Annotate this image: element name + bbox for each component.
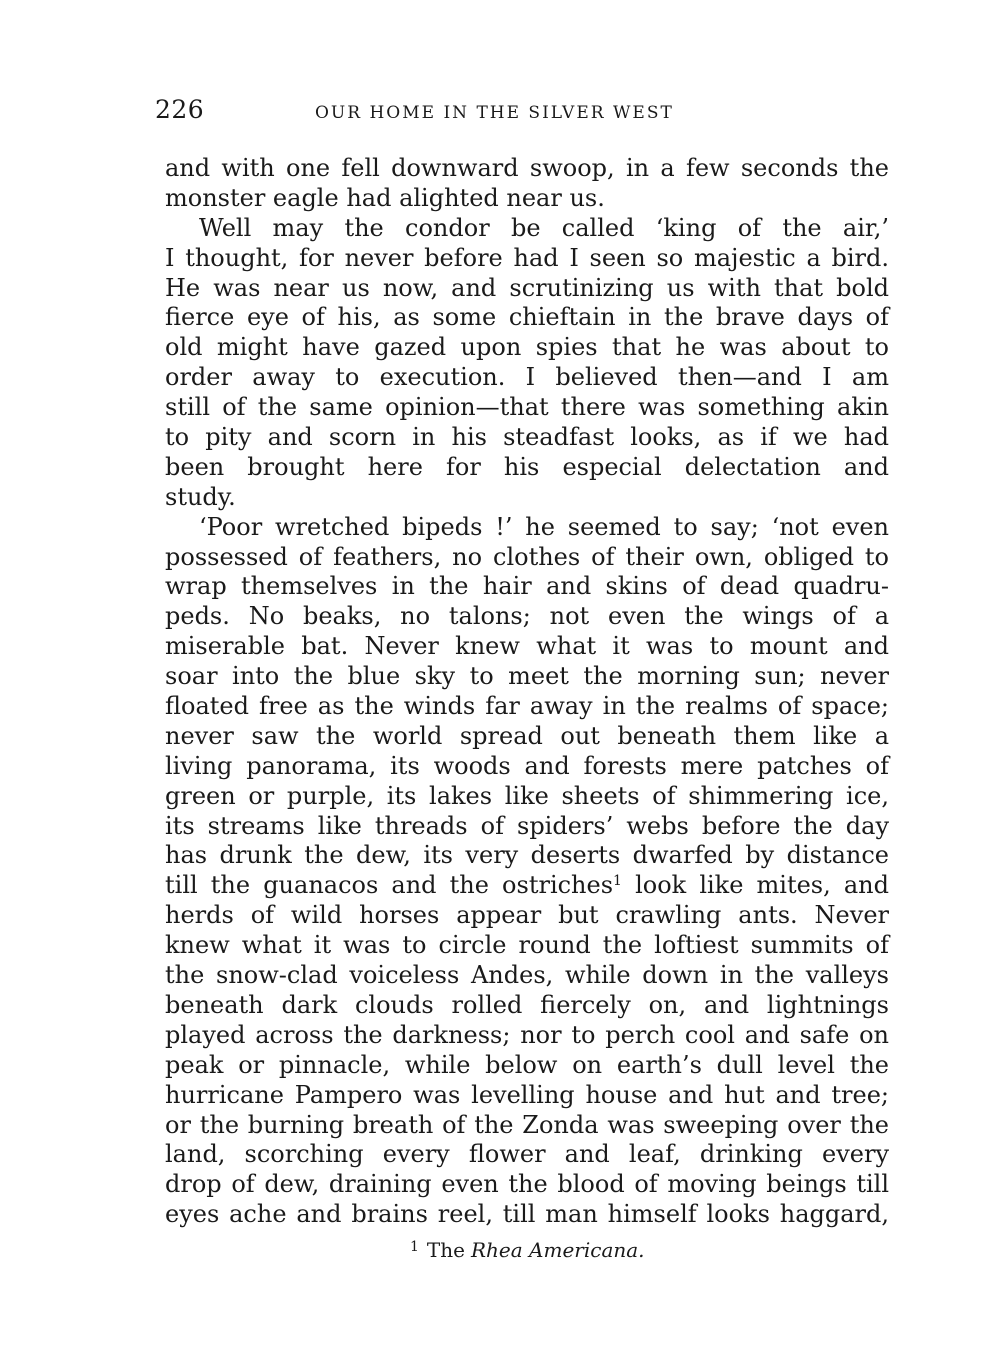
text-line-tail: look like mites, and [635, 871, 889, 900]
footnote [410, 1238, 645, 1262]
text-line: living panorama, its woods and forests mere patches of [165, 751, 889, 780]
page-header [155, 95, 890, 135]
text-line: He was near us now, and scrutinizing us with that bold [165, 273, 889, 302]
body-text [165, 154, 889, 1230]
text-line: eyes ache and brains reel, till man himself looks haggard, [165, 1200, 889, 1229]
footnote-marker: 1 [410, 1239, 419, 1255]
text-line: miserable bat. Never knew what it was to mount and [165, 632, 889, 661]
text-line: knew what it was to circle round the loftiest summits of [165, 931, 889, 960]
running-title: OUR HOME IN THE SILVER WEST [315, 103, 674, 123]
text-line: monster eagle had alighted near us. [165, 183, 605, 212]
text-line: order away to execution. I believed then—and I am [165, 363, 889, 392]
text-line: ‘Poor wretched bipeds !’ he seemed to say; ‘not even [199, 512, 889, 541]
text-line: fierce eye of his, as some chieftain in the brave days of [165, 303, 889, 332]
text-line: its streams like threads of spiders’ webs before the day [165, 811, 889, 840]
text-line: green or purple, its lakes like sheets of shimmering ice, [165, 781, 889, 810]
text-line: beneath dark clouds rolled fiercely on, and lightnings [165, 990, 889, 1019]
text-line: study. [165, 482, 236, 511]
text-line: been brought here for his especial delectation and [165, 452, 889, 481]
text-line: to pity and scorn in his steadfast looks, as if we had [165, 423, 889, 452]
text-line: Well may the condor be called ‘king of the air,’ [199, 213, 889, 242]
text-line: still of the same opinion—that there was something akin [165, 393, 889, 422]
text-line: drop of dew, draining even the blood of moving beings till [165, 1170, 889, 1199]
page-number: 226 [155, 95, 205, 124]
footnote-reference: 1 [613, 873, 622, 890]
text-line: wrap themselves in the hair and skins of dead quadru- [165, 572, 889, 601]
footnote-species-name: Rhea Americana. [470, 1238, 645, 1262]
text-line: the snow-clad voiceless Andes, while down in the valleys [165, 961, 889, 990]
text-line: hurricane Pampero was levelling house and hut and tree; [165, 1080, 889, 1109]
text-line: peds. No beaks, no talons; not even the wings of a [165, 602, 889, 631]
text-line-head: till the guanacos and the ostriches [165, 871, 614, 900]
text-line: I thought, for never before had I seen so majestic a bird. [165, 243, 889, 272]
text-line: played across the darkness; nor to perch cool and safe on [165, 1020, 889, 1049]
text-line: floated free as the winds far away in the realms of space; [165, 692, 889, 721]
text-line: never saw the world spread out beneath them like a [165, 721, 889, 750]
text-line: herds of wild horses appear but crawling ants. Never [165, 901, 889, 930]
text-line: peak or pinnacle, while below on earth’s dull level the [165, 1050, 889, 1079]
text-line: possessed of feathers, no clothes of their own, obliged to [165, 542, 889, 571]
text-line: has drunk the dew, its very deserts dwarfed by distance [165, 841, 889, 870]
text-line: or the burning breath of the Zonda was sweeping over the [165, 1110, 889, 1139]
text-line: land, scorching every flower and leaf, drinking every [165, 1140, 889, 1169]
text-line: old might have gazed upon spies that he was about to [165, 333, 889, 362]
text-line-with-footnote [165, 871, 889, 901]
text-line: and with one fell downward swoop, in a few seconds the [165, 154, 889, 182]
text-line: soar into the blue sky to meet the morning sun; never [165, 662, 889, 691]
footnote-label: The [426, 1238, 465, 1262]
